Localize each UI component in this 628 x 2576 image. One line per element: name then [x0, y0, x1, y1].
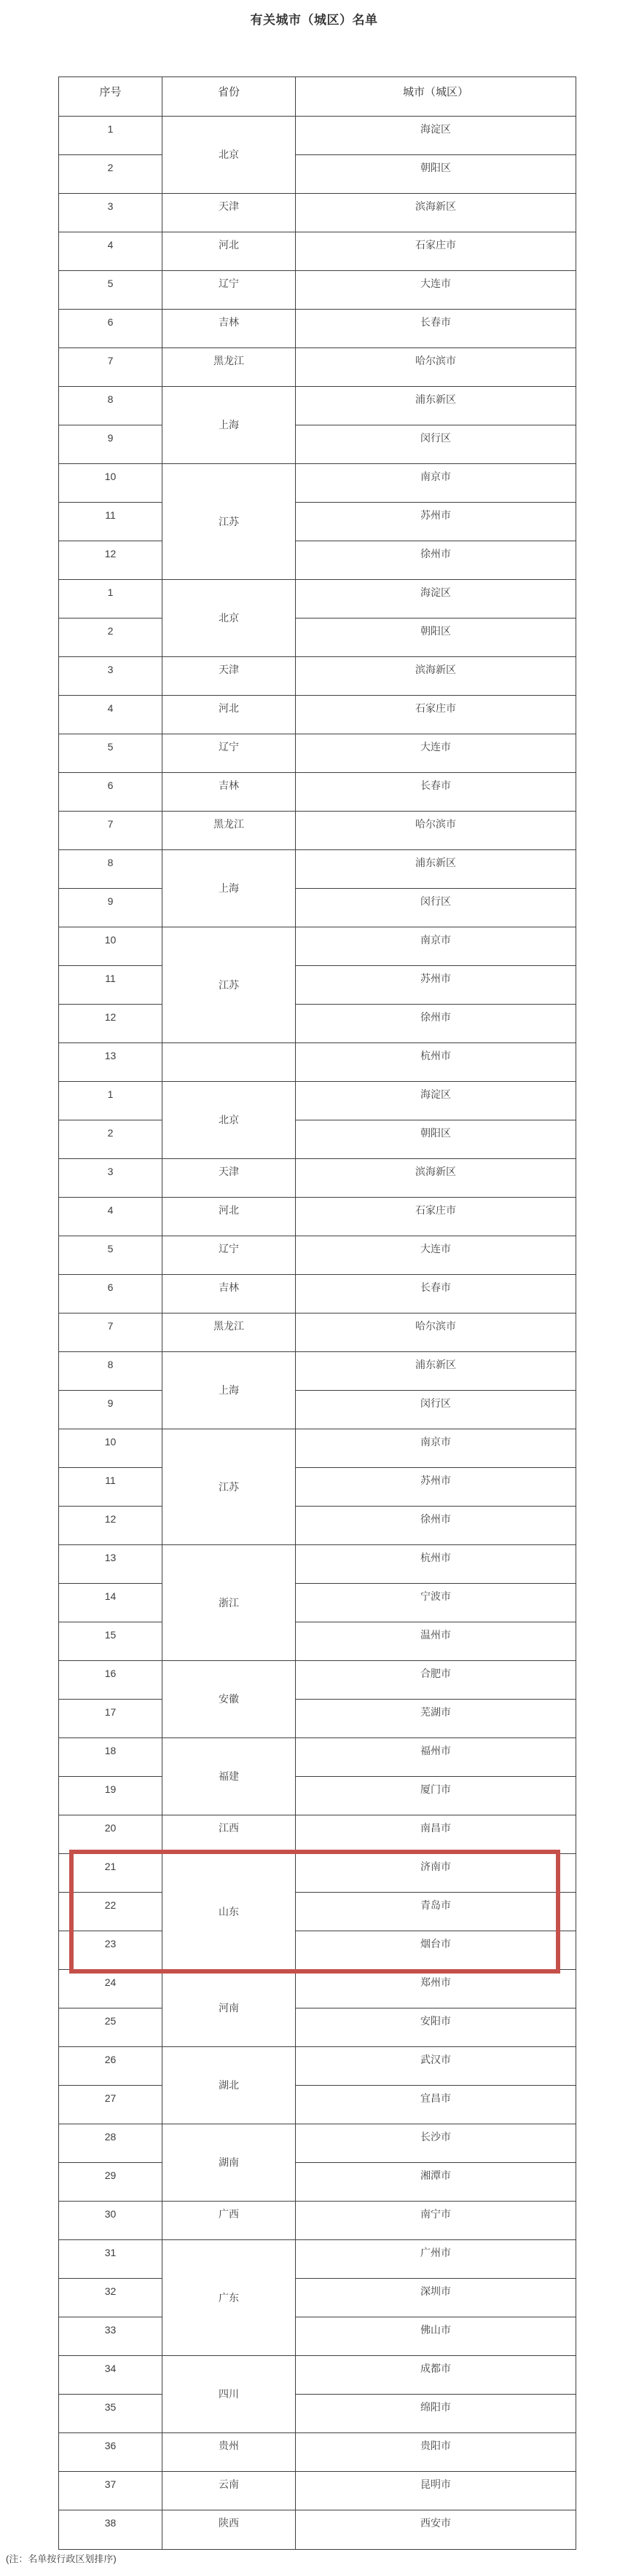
province-cell: 辽宁	[162, 1236, 296, 1275]
province-cell: 上海	[162, 1352, 296, 1429]
province-cell: 上海	[162, 850, 296, 927]
city-cell: 温州市	[296, 1622, 576, 1661]
province-cell: 黑龙江	[162, 348, 296, 387]
province-cell: 辽宁	[162, 734, 296, 773]
city-cell: 贵阳市	[296, 2433, 576, 2472]
city-cell: 石家庄市	[296, 696, 576, 734]
city-cell: 南京市	[296, 927, 576, 966]
column-header-2: 省份	[162, 77, 296, 117]
city-cell: 徐州市	[296, 1005, 576, 1043]
row-number-cell: 19	[59, 1777, 162, 1815]
row-number-cell: 11	[59, 1468, 162, 1507]
row-number-cell: 31	[59, 2240, 162, 2279]
row-number-cell: 3	[59, 1159, 162, 1198]
row-number-cell: 5	[59, 271, 162, 310]
city-cell: 长春市	[296, 310, 576, 348]
row-number-cell: 7	[59, 1313, 162, 1352]
row-number-cell: 36	[59, 2433, 162, 2472]
row-number-cell: 20	[59, 1815, 162, 1854]
province-cell: 吉林	[162, 1275, 296, 1313]
row-number-cell: 26	[59, 2047, 162, 2086]
city-cell: 南昌市	[296, 1815, 576, 1854]
city-cell: 西安市	[420, 2517, 451, 2529]
column-header-3: 城市（城区）	[296, 77, 576, 117]
row-number-cell: 27	[59, 2086, 162, 2124]
province-cell: 云南	[162, 2472, 296, 2510]
row-number-cell: 1	[59, 1082, 162, 1120]
city-cell: 大连市	[296, 271, 576, 310]
city-cell: 滨海新区	[296, 194, 576, 232]
row-number-cell: 28	[59, 2124, 162, 2163]
city-cell: 杭州市	[296, 1545, 576, 1584]
province-cell: 山东	[162, 1854, 296, 1970]
city-cell: 闵行区	[296, 425, 576, 464]
city-cell: 苏州市	[296, 503, 576, 541]
province-cell: 河北	[162, 232, 296, 271]
row-number-cell: 10	[59, 1429, 162, 1468]
city-cell: 哈尔滨市	[296, 812, 576, 850]
city-cell: 长沙市	[296, 2124, 576, 2163]
city-cell: 海淀区	[296, 117, 576, 155]
row-number-cell: 35	[59, 2395, 162, 2433]
province-cell: 江苏	[162, 464, 296, 580]
city-cell: 徐州市	[296, 541, 576, 580]
province-cell: 北京	[162, 580, 296, 657]
row-number-cell: 2	[59, 155, 162, 194]
row-number-cell: 13	[59, 1545, 162, 1584]
row-number-cell: 11	[59, 966, 162, 1005]
province-cell: 江苏	[162, 1429, 296, 1545]
province-cell: 黑龙江	[162, 1313, 296, 1352]
city-cell: 长春市	[296, 773, 576, 812]
city-cell: 湘潭市	[296, 2163, 576, 2202]
city-table	[58, 76, 576, 2550]
row-number-cell: 9	[59, 1391, 162, 1429]
city-cell: 哈尔滨市	[296, 348, 576, 387]
row-number-cell: 14	[59, 1584, 162, 1622]
city-cell: 长春市	[296, 1275, 576, 1313]
city-cell: 浦东新区	[296, 850, 576, 889]
city-cell: 宜昌市	[296, 2086, 576, 2124]
row-number-cell: 34	[59, 2356, 162, 2395]
province-cell: 湖南	[162, 2124, 296, 2202]
row-number-cell: 9	[59, 425, 162, 464]
city-cell: 朝阳区	[296, 1120, 576, 1159]
city-cell: 福州市	[296, 1738, 576, 1777]
province-cell: 江苏	[162, 927, 296, 1043]
province-cell	[162, 1043, 296, 1082]
city-cell: 海淀区	[296, 580, 576, 619]
row-number-cell: 6	[59, 1275, 162, 1313]
row-number-cell: 21	[59, 1854, 162, 1893]
city-cell: 苏州市	[296, 966, 576, 1005]
row-number-cell: 4	[59, 696, 162, 734]
province-cell: 安徽	[162, 1661, 296, 1738]
row-number-cell: 24	[59, 1970, 162, 2008]
city-cell: 安阳市	[296, 2008, 576, 2047]
city-cell: 宁波市	[296, 1584, 576, 1622]
row-number-cell: 6	[59, 310, 162, 348]
city-cell: 浦东新区	[296, 387, 576, 425]
province-cell: 湖北	[162, 2047, 296, 2124]
province-cell: 广东	[162, 2240, 296, 2356]
city-cell: 石家庄市	[296, 1198, 576, 1236]
province-cell: 吉林	[162, 773, 296, 812]
province-cell: 北京	[162, 1082, 296, 1159]
province-cell: 河北	[162, 696, 296, 734]
city-cell: 佛山市	[296, 2317, 576, 2356]
row-number-cell: 32	[59, 2279, 162, 2317]
row-number-cell: 12	[59, 1507, 162, 1545]
province-cell: 吉林	[162, 310, 296, 348]
row-number-cell: 8	[59, 850, 162, 889]
province-cell: 四川	[162, 2356, 296, 2433]
row-number-cell: 12	[59, 1005, 162, 1043]
province-cell: 广西	[162, 2202, 296, 2240]
city-cell: 闵行区	[296, 889, 576, 927]
city-cell: 哈尔滨市	[296, 1313, 576, 1352]
row-number-cell: 22	[59, 1893, 162, 1931]
province-cell: 上海	[162, 387, 296, 464]
city-cell: 徐州市	[296, 1507, 576, 1545]
province-cell: 河南	[162, 1970, 296, 2047]
province-cell: 江西	[162, 1815, 296, 1854]
city-cell: 海淀区	[296, 1082, 576, 1120]
city-cell: 广州市	[296, 2240, 576, 2279]
province-cell: 天津	[162, 657, 296, 696]
city-cell: 浦东新区	[296, 1352, 576, 1391]
city-cell: 郑州市	[296, 1970, 576, 2008]
city-cell: 南京市	[296, 1429, 576, 1468]
city-cell: 苏州市	[296, 1468, 576, 1507]
city-cell: 深圳市	[296, 2279, 576, 2317]
row-number-cell: 16	[59, 1661, 162, 1700]
province-cell: 贵州	[162, 2433, 296, 2472]
province-cell: 河北	[162, 1198, 296, 1236]
row-number-cell: 8	[59, 387, 162, 425]
row-number-cell: 3	[59, 194, 162, 232]
row-number-cell: 2	[59, 619, 162, 657]
row-number-cell: 4	[59, 1198, 162, 1236]
city-cell: 成都市	[296, 2356, 576, 2395]
row-number-cell: 10	[59, 927, 162, 966]
row-number-cell: 7	[59, 812, 162, 850]
city-cell: 石家庄市	[296, 232, 576, 271]
row-number-cell: 7	[59, 348, 162, 387]
province-cell: 北京	[162, 117, 296, 194]
row-number-cell: 38	[59, 2510, 162, 2549]
column-header-1: 序号	[59, 77, 162, 117]
row-number-cell: 17	[59, 1700, 162, 1738]
row-number-cell: 18	[59, 1738, 162, 1777]
city-cell: 大连市	[296, 1236, 576, 1275]
city-cell: 朝阳区	[296, 619, 576, 657]
row-number-cell: 3	[59, 657, 162, 696]
city-cell: 朝阳区	[296, 155, 576, 194]
province-cell: 天津	[162, 194, 296, 232]
city-cell: 滨海新区	[296, 1159, 576, 1198]
province-cell: 天津	[162, 1159, 296, 1198]
city-cell: 滨海新区	[296, 657, 576, 696]
city-cell: 芜湖市	[296, 1700, 576, 1738]
row-number-cell: 10	[59, 464, 162, 503]
row-number-cell: 11	[59, 503, 162, 541]
row-number-cell: 9	[59, 889, 162, 927]
row-number-cell: 37	[59, 2472, 162, 2510]
row-number-cell: 29	[59, 2163, 162, 2202]
row-number-cell: 23	[59, 1931, 162, 1970]
city-cell: 厦门市	[296, 1777, 576, 1815]
row-number-cell: 8	[59, 1352, 162, 1391]
row-number-cell: 1	[59, 580, 162, 619]
row-number-cell: 15	[59, 1622, 162, 1661]
city-cell: 大连市	[296, 734, 576, 773]
row-number-cell: 6	[59, 773, 162, 812]
row-number-cell: 5	[59, 734, 162, 773]
city-cell: 昆明市	[296, 2472, 576, 2510]
province-cell: 陕西	[162, 2510, 296, 2549]
city-cell: 武汉市	[296, 2047, 576, 2086]
row-number-cell: 33	[59, 2317, 162, 2356]
page-title: 有关城市（城区）名单	[250, 13, 378, 27]
city-cell: 闵行区	[296, 1391, 576, 1429]
row-number-cell: 30	[59, 2202, 162, 2240]
province-cell: 辽宁	[162, 271, 296, 310]
province-cell: 黑龙江	[162, 812, 296, 850]
footnote: (注：名单按行政区划排序)	[6, 2553, 117, 2564]
row-number-cell: 13	[59, 1043, 162, 1082]
city-cell: 南宁市	[296, 2202, 576, 2240]
province-cell: 浙江	[162, 1545, 296, 1661]
row-number-cell: 4	[59, 232, 162, 271]
row-number-cell: 12	[59, 541, 162, 580]
row-number-cell: 25	[59, 2008, 162, 2047]
city-cell: 绵阳市	[296, 2395, 576, 2433]
row-number-cell: 2	[59, 1120, 162, 1159]
city-cell: 济南市	[296, 1854, 576, 1893]
province-cell: 福建	[162, 1738, 296, 1815]
city-cell: 青岛市	[296, 1893, 576, 1931]
row-number-cell: 5	[59, 1236, 162, 1275]
city-cell: 合肥市	[296, 1661, 576, 1700]
row-number-cell: 1	[59, 117, 162, 155]
city-cell: 烟台市	[296, 1931, 576, 1970]
city-cell: 南京市	[296, 464, 576, 503]
city-cell: 杭州市	[296, 1043, 576, 1082]
